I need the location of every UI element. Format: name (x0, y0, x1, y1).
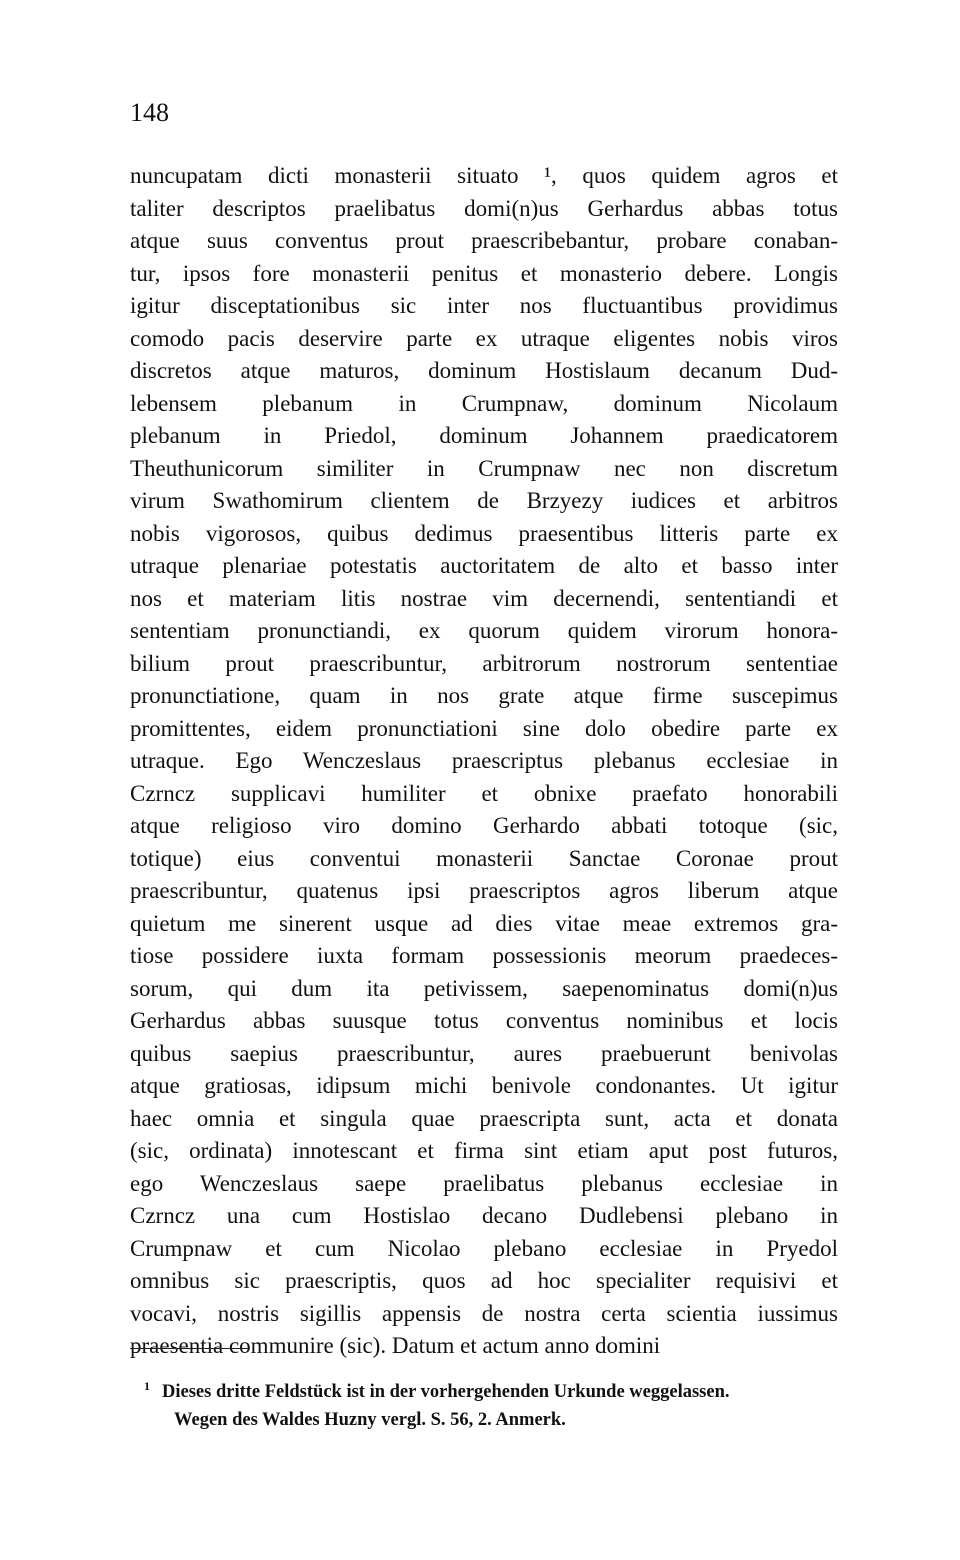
footnote-marker: 1 (144, 1379, 150, 1393)
text-line: (sic, ordinata) innotescant et firma sint etiam aput post futuros, (130, 1138, 838, 1163)
text-line: utraque plenariae potestatis auctoritatem de alto et basso inter (130, 553, 838, 578)
text-line: igitur disceptationibus sic inter nos fluctuantibus providimus (130, 293, 838, 318)
text-line: sententiam pronunctiandi, ex quorum quidem virorum honora- (130, 618, 838, 643)
text-line: praescribuntur, quatenus ipsi praescriptos agros liberum atque (130, 878, 838, 903)
text-line: Gerhardus abbas suusque totus conventus nominibus et locis (130, 1008, 838, 1033)
text-line: utraque. Ego Wenczeslaus praescriptus plebanus ecclesiae in (130, 748, 838, 773)
text-line: taliter descriptos praelibatus domi(n)us Gerhardus abbas totus (130, 195, 838, 221)
text-line: Czrncz una cum Hostislao decano Dudlebensi plebano in (130, 1203, 838, 1228)
text-line: atque religioso viro domino Gerhardo abbati totoque (sic, (130, 813, 838, 838)
text-line: discretos atque maturos, dominum Hostislaum decanum Dud- (130, 358, 838, 383)
text-line: Theuthunicorum similiter in Crumpnaw nec non discretum (130, 455, 838, 481)
text-line: plebanum in Priedol, dominum Johannem praedicatorem (130, 423, 838, 448)
text-line: praesentia communire (sic). Datum et actum anno domini (130, 1333, 661, 1358)
text-line: haec omnia et singula quae praescripta sunt, acta et donata (130, 1105, 838, 1131)
text-line: sorum, qui dum ita petivissem, saepenominatus domi(n)us (130, 975, 838, 1001)
body-text (130, 160, 838, 1363)
text-line: ego Wenczeslaus saepe praelibatus plebanus ecclesiae in (130, 1170, 838, 1196)
text-line: Czrncz supplicavi humiliter et obnixe praefato honorabili (130, 780, 838, 806)
text-line: Crumpnaw et cum Nicolao plebano ecclesiae in Pryedol (130, 1235, 838, 1261)
text-line: pronunctiatione, quam in nos grate atque firme suscepimus (130, 683, 838, 708)
footnotes (130, 1372, 838, 1434)
footnote-divider (130, 1348, 250, 1349)
text-line: lebensem plebanum in Crumpnaw, dominum Nicolaum (130, 390, 838, 416)
text-line: atque gratiosas, idipsum michi benivole condonantes. Ut igitur (130, 1073, 838, 1098)
text-line: nos et materiam litis nostrae vim decernendi, sententiandi et (130, 585, 838, 611)
text-line: nuncupatam dicti monasterii situato ¹, quos quidem agros et (130, 163, 838, 188)
text-line: promittentes, eidem pronunctiationi sine dolo obedire parte ex (130, 715, 838, 741)
text-line: virum Swathomirum clientem de Brzyezy iudices et arbitros (130, 488, 838, 513)
text-line: quietum me sinerent usque ad dies vitae meae extremos gra- (130, 910, 838, 936)
text-line: atque suus conventus prout praescribebantur, probare conaban- (130, 228, 838, 253)
text-line: bilium prout praescribuntur, arbitrorum nostrorum sententiae (130, 650, 838, 676)
text-line: vocavi, nostris sigillis appensis de nostra certa scientia iussimus (130, 1300, 838, 1326)
footnote-text: Dieses dritte Feldstück ist in der vorhergehenden Urkunde weggelassen. (162, 1382, 730, 1403)
text-line: tiose possidere iuxta formam possessionis meorum praedeces- (130, 943, 838, 968)
text-line: totique) eius conventui monasterii Sanctae Coronae prout (130, 845, 838, 871)
footnote-line: Wegen des Waldes Huzny vergl. S. 56, 2. Anmerk. (174, 1410, 566, 1431)
page-number: 148 (130, 98, 169, 127)
text-line: tur, ipsos fore monasterii penitus et monasterio debere. Longis (130, 260, 838, 286)
text-line: omnibus sic praescriptis, quos ad hoc specialiter requisivi et (130, 1268, 838, 1293)
text-line: quibus saepius praescribuntur, aures praebuerunt benivolas (130, 1040, 838, 1066)
text-line: comodo pacis deservire parte ex utraque eligentes nobis viros (130, 325, 838, 351)
footnote-line (130, 1372, 838, 1406)
text-line: nobis vigorosos, quibus dedimus praesentibus litteris parte ex (130, 520, 838, 546)
